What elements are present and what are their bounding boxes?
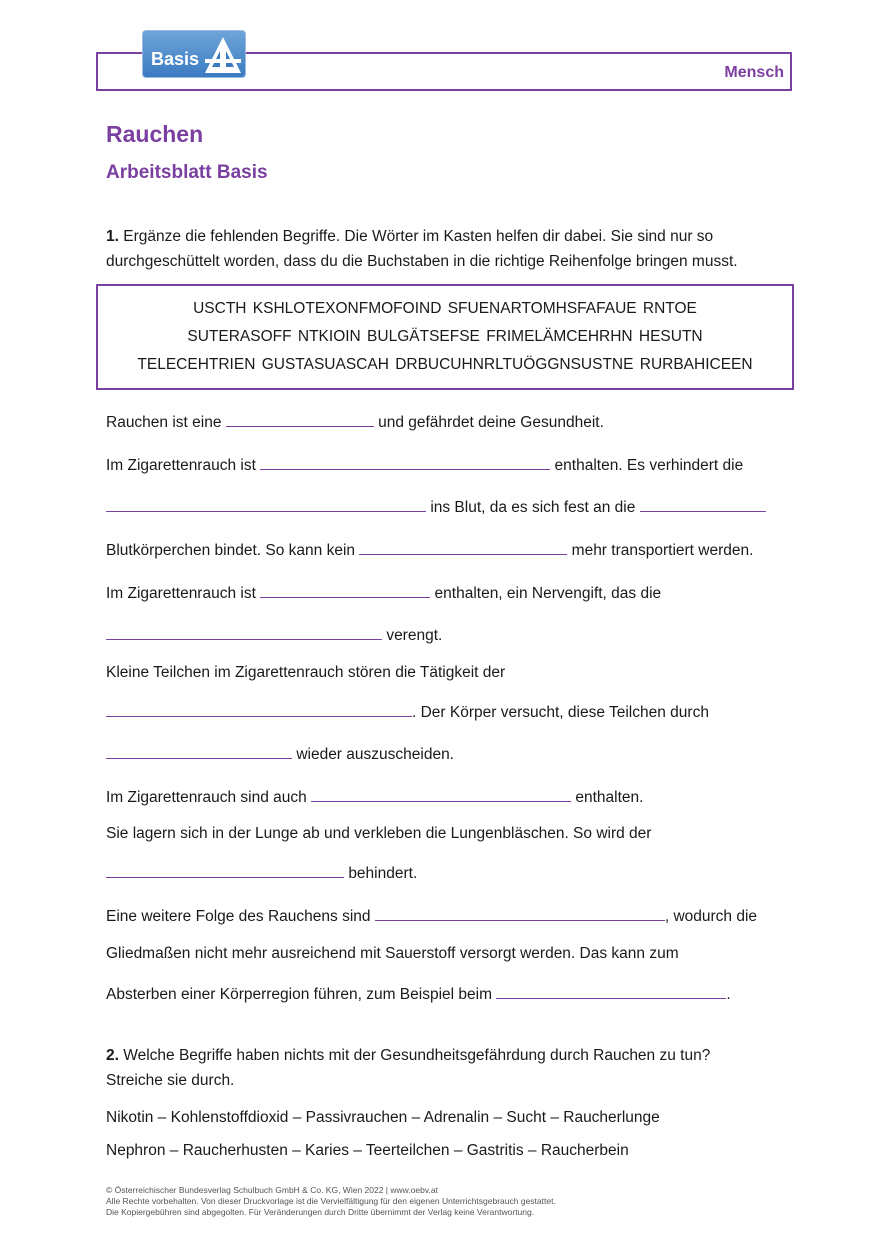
- answer-blank[interactable]: [106, 744, 292, 759]
- answer-blank[interactable]: [640, 497, 766, 512]
- word-line: USCTH KSHLOTEXONFMOFOIND SFUENARTOMHSFAFAUE RNTOE: [193, 300, 697, 317]
- sentence-text: enthalten. Es verhindert die: [554, 457, 744, 474]
- task1-number: 1.: [106, 228, 119, 245]
- footer-line: Die Kopiergebühren sind abgegolten. Für Veränderungen durch Dritte übernimmt der Verlag keine Verantwortung.: [106, 1207, 535, 1217]
- answer-blank[interactable]: [260, 583, 430, 598]
- answer-blank[interactable]: [260, 455, 550, 470]
- sentence-text: ins Blut, da es sich fest an die: [430, 499, 636, 516]
- sentence-line: [106, 906, 757, 926]
- sentence-text: behindert.: [348, 865, 418, 882]
- sentence-text: Im Zigarettenrauch ist: [106, 585, 256, 602]
- answer-blank[interactable]: [106, 625, 382, 640]
- sentence-text: Eine weitere Folge des Rauchens sind: [106, 908, 371, 925]
- copyright-footer: [106, 1185, 556, 1218]
- term-list-2: Nephron – Raucherhusten – Karies – Teerteilchen – Gastritis – Raucherbein: [106, 1142, 629, 1159]
- sentence-text: enthalten.: [575, 789, 644, 806]
- word-line: TELECEHTRIEN GUSTASUASCAH DRBUCUHNRLTUÖGGNSUSTNE RURBAHICEEN: [137, 356, 753, 373]
- sentence-text: wieder auszuscheiden.: [296, 746, 454, 763]
- answer-blank[interactable]: [226, 412, 374, 427]
- word-line: SUTERASOFF NTKIOIN BULGÄTSEFSE FRIMELÄMCEHRHN HESUTN: [187, 328, 703, 345]
- term-list-1: Nikotin – Kohlenstoffdioxid – Passivrauchen – Adrenalin – Sucht – Raucherlunge: [106, 1109, 660, 1126]
- sentence-line: [106, 540, 753, 560]
- sentence-text: Absterben einer Körperregion führen, zum Beispiel beim: [106, 986, 492, 1003]
- sentence-text: Im Zigarettenrauch sind auch: [106, 789, 307, 806]
- answer-blank[interactable]: [375, 906, 665, 921]
- sentence-line: [106, 664, 505, 682]
- sentence-text: , wodurch die: [664, 908, 758, 925]
- section-label: Mensch: [724, 64, 784, 81]
- sentence-text: Sie lagern sich in der Lunge ab und verkleben die Lungenbläschen. So wird der: [106, 825, 652, 842]
- page-title: Rauchen: [106, 121, 204, 147]
- sentence-line: [106, 497, 766, 517]
- task2-number: 2.: [106, 1047, 119, 1064]
- answer-blank[interactable]: [311, 787, 571, 802]
- answer-blank[interactable]: [106, 702, 412, 717]
- sentence-text: .: [726, 986, 731, 1003]
- sentence-text: und gefährdet deine Gesundheit.: [378, 414, 604, 431]
- logo-text: Basis: [151, 49, 200, 69]
- sentence-line: [106, 702, 709, 722]
- sentence-line: [106, 412, 604, 432]
- task2-text-line2: Streiche sie durch.: [106, 1072, 235, 1089]
- answer-blank[interactable]: [496, 984, 726, 999]
- sentence-text: verengt.: [386, 627, 443, 644]
- sentence-line: [106, 744, 454, 764]
- sentence-line: [106, 455, 743, 475]
- sentence-line: [106, 787, 643, 807]
- sentence-text: Im Zigarettenrauch ist: [106, 457, 256, 474]
- sentence-line: [106, 825, 651, 843]
- sentence-text: Rauchen ist eine: [106, 414, 222, 431]
- answer-blank[interactable]: [106, 497, 426, 512]
- sentence-text: Kleine Teilchen im Zigarettenrauch stören die Tätigkeit der: [106, 664, 506, 681]
- task1-instructions: [106, 224, 796, 274]
- scrambled-words-box: [96, 284, 794, 390]
- task1-text-line2: durchgeschüttelt worden, dass du die Buchstaben in die richtige Reihenfolge bringen musst.: [106, 253, 738, 270]
- sentence-line: [106, 583, 661, 603]
- sentence-text: mehr transportiert werden.: [571, 542, 754, 559]
- sentence-text: . Der Körper versucht, diese Teilchen durch: [412, 704, 709, 721]
- footer-line: Alle Rechte vorbehalten. Von dieser Druckvorlage ist die Vervielfältigung für den eigenen Unterrichtsgebrauch gestattet.: [106, 1196, 556, 1206]
- sentence-line: [106, 945, 679, 963]
- logo-triangle-icon: [203, 35, 243, 75]
- sentence-line: [106, 625, 442, 645]
- sentence-text: Gliedmaßen nicht mehr ausreichend mit Sauerstoff versorgt werden. Das kann zum: [106, 945, 679, 962]
- sentence-line: [106, 984, 731, 1004]
- sentence-text: enthalten, ein Nervengift, das die: [434, 585, 662, 602]
- footer-line: © Österreichischer Bundesverlag Schulbuch GmbH & Co. KG, Wien 2022 | www.oebv.at: [106, 1185, 438, 1195]
- task2-instructions: [106, 1043, 796, 1093]
- task2-text-line1: Welche Begriffe haben nichts mit der Gesundheitsgefährdung durch Rauchen zu tun?: [123, 1047, 711, 1064]
- answer-blank[interactable]: [106, 863, 344, 878]
- sentence-line: [106, 863, 417, 883]
- sentence-text: Blutkörperchen bindet. So kann kein: [106, 542, 356, 559]
- task1-text-line1: Ergänze die fehlenden Begriffe. Die Wörter im Kasten helfen dir dabei. Sie sind nur so: [123, 228, 714, 245]
- answer-blank[interactable]: [359, 540, 567, 555]
- publisher-logo: [142, 30, 246, 78]
- page-subtitle: Arbeitsblatt Basis: [106, 162, 268, 183]
